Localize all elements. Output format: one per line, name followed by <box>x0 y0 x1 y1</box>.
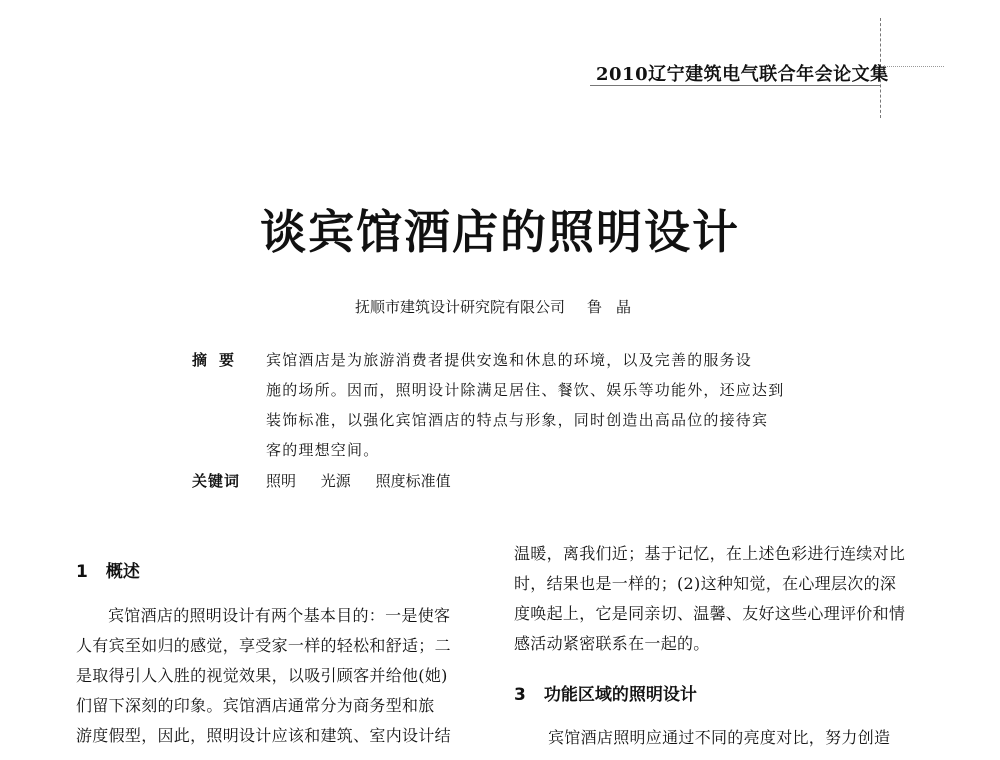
body-line: 游度假型，因此，照明设计应该和建筑、室内设计结 <box>76 726 451 745</box>
body-line: 人有宾至如归的感觉，享受家一样的轻松和舒适；二 <box>76 636 451 655</box>
section-number: 3 <box>514 685 526 705</box>
body-line: 时，结果也是一样的；(2)这种知觉，在心理层次的深 <box>514 574 897 593</box>
body-line: 宾馆酒店照明应通过不同的亮度对比，努力创造 <box>548 728 891 747</box>
body-line: 宾馆酒店的照明设计有两个基本目的：一是使客 <box>108 606 451 625</box>
body-line: 度唤起上，它是同亲切、温馨、友好这些心理评价和情 <box>514 604 906 623</box>
affiliation: 抚顺市建筑设计研究院有限公司 <box>354 298 565 316</box>
body-line: 温暖，离我们近；基于记忆，在上述色彩进行连续对比 <box>514 544 906 563</box>
section-title: 概述 <box>105 562 140 582</box>
body-line: 是取得引人入胜的视觉效果，以吸引顾客并给他(她) <box>76 666 448 685</box>
byline <box>0 296 1000 317</box>
abstract-line: 装饰标准，以强化宾馆酒店的特点与形象，同时创造出高品位的接待宾 <box>266 411 769 429</box>
section-number: 1 <box>76 562 88 582</box>
author: 鲁晶 <box>587 298 646 316</box>
keyword: 照明 <box>266 472 297 490</box>
keyword: 光源 <box>320 472 351 490</box>
section-heading-3 <box>514 680 697 705</box>
header-dotted-rule <box>884 66 944 67</box>
abstract-line: 施的场所。因而，照明设计除满足居住、餐饮、娱乐等功能外，还应达到 <box>266 381 785 399</box>
keyword: 照度标准值 <box>375 472 451 490</box>
body-line: 们留下深刻的印象。宾馆酒店通常分为商务型和旅 <box>76 696 435 715</box>
section-heading-1 <box>76 557 140 582</box>
body-line: 感活动紧密联系在一起的。 <box>514 634 710 653</box>
paper-title: 谈宾馆酒店的照明设计 <box>260 205 740 259</box>
running-header: 2010辽宁建筑电气联合年会论文集 <box>596 64 889 85</box>
header-rule <box>590 85 880 86</box>
abstract-line: 客的理想空间。 <box>266 441 380 459</box>
keywords-list <box>266 470 471 491</box>
abstract-line: 宾馆酒店是为旅游消费者提供安逸和休息的环境，以及完善的服务设 <box>266 351 753 369</box>
abstract-label: 摘要 <box>192 351 247 369</box>
keywords-label: 关键词 <box>192 472 241 490</box>
section-title: 功能区域的照明设计 <box>543 685 697 705</box>
